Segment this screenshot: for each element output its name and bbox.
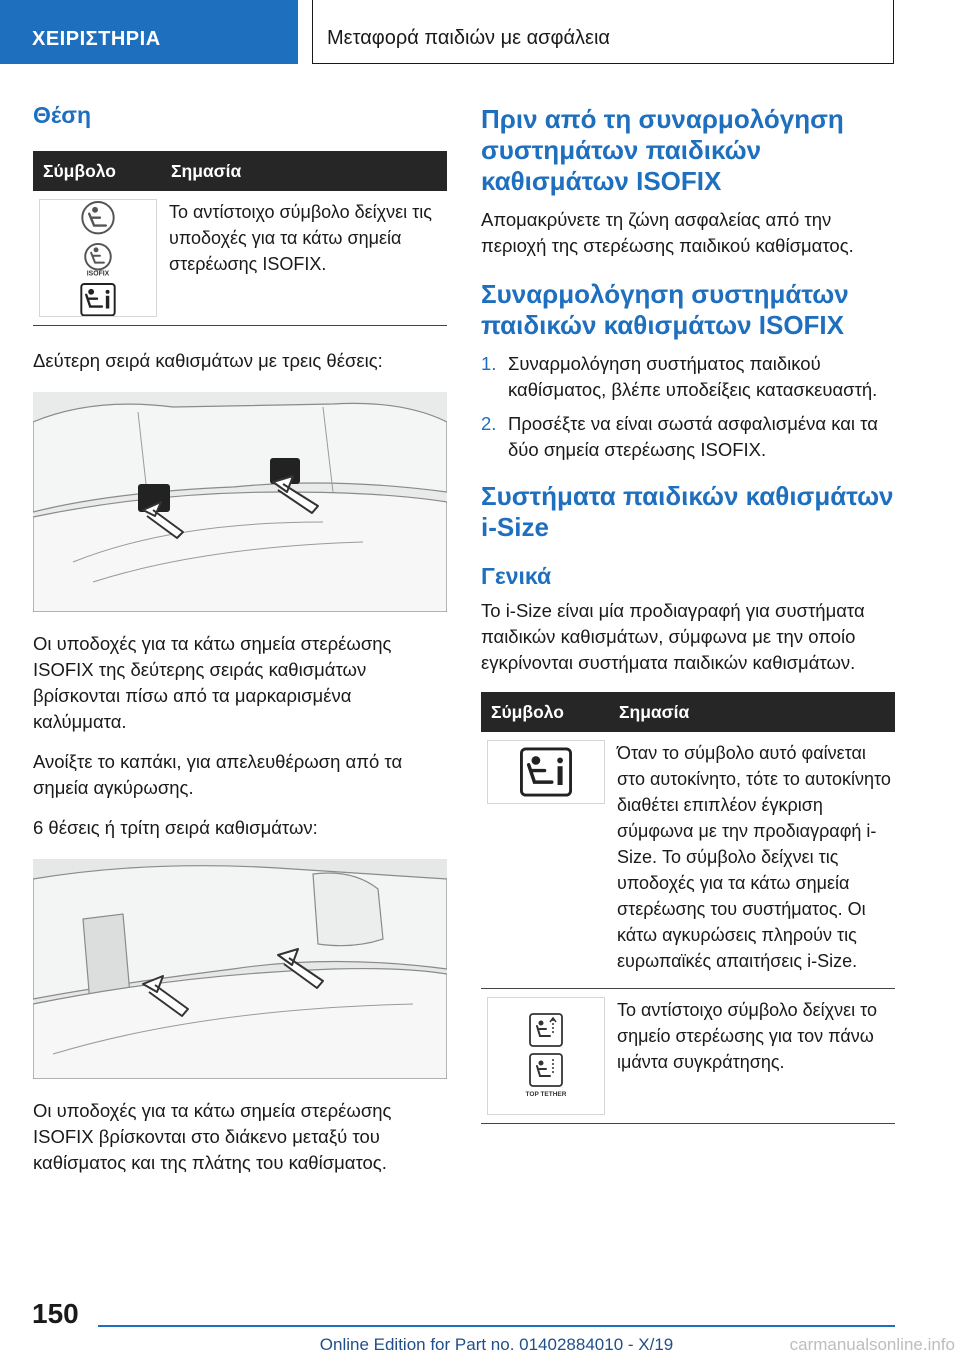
top-tether-icon	[529, 1013, 563, 1047]
page-number: 150	[32, 1298, 79, 1329]
col-meaning-header: Σημασία	[161, 151, 447, 191]
child-seat-isize-icon	[80, 283, 116, 316]
table-row	[33, 191, 447, 326]
table-header-row	[481, 692, 895, 732]
assembly-steps	[481, 351, 895, 463]
general-text: Το i-Size είναι μία προδιαγραφή για συστήματα παιδικών καθισμάτων, σύμφωνα με την οποίο εγκρίνονται συστήματα παιδικών καθισμάτων.	[481, 600, 865, 673]
general-heading: Γενικά	[481, 563, 552, 589]
isofix-symbol-box	[39, 199, 157, 317]
chapter-title: Μεταφορά παιδιών με ασφάλεια	[312, 0, 894, 64]
table-row	[481, 732, 895, 989]
step-text: Συναρμολόγηση συστήματος παιδικού καθίσματος, βλέπε υποδείξεις κατασκευαστή.	[508, 353, 878, 400]
third-row-para: Οι υποδοχές για τα κάτω σημεία στερέωσης ISOFIX βρίσκονται στο διάκενο μεταξύ του καθίσματος και της πλάτης του καθίσματος.	[33, 1100, 392, 1173]
second-row-para-2: Ανοίξτε το καπάκι, για απελευθέρωση από τα σημεία αγκύρωσης.	[33, 751, 403, 798]
col-symbol-header: Σύμβολο	[33, 151, 161, 191]
top-tether-symbol-meaning: Το αντίστοιχο σύμβολο δείχνει το σημείο στερέωσης για τον πάνω ιμάντα συγκράτησης.	[609, 989, 895, 1124]
list-item	[481, 351, 895, 403]
step-number: 2.	[481, 413, 497, 434]
watermark: carmanualsonline.info	[789, 1335, 955, 1354]
list-item	[481, 411, 895, 463]
isize-symbol-box	[487, 740, 605, 804]
isize-heading: Συστήματα παιδικών καθισμάτων i-Size	[481, 481, 894, 542]
before-assembly-heading: Πριν από τη συναρμολόγηση συστημάτων παιδικών καθισμάτων ISOFIX	[481, 104, 844, 196]
step-number: 1.	[481, 353, 497, 374]
position-heading: Θέση	[33, 102, 92, 128]
isize-symbol-table	[481, 692, 895, 1124]
third-row-seat-photo	[33, 859, 447, 1079]
footer-divider	[98, 1325, 895, 1327]
isofix-symbol-meaning: Το αντίστοιχο σύμβολο δείχνει τις υποδοχές για τα κάτω σημεία στερέωσης ISOFIX.	[161, 191, 447, 326]
second-row-para-1: Οι υποδοχές για τα κάτω σημεία στερέωσης ISOFIX της δεύτερης σειράς καθισμάτων βρίσκονται πίσω από τα μαρκαρισμένα καλύμματα.	[33, 633, 392, 732]
table-header-row	[33, 151, 447, 191]
table-row	[481, 989, 895, 1124]
child-seat-isize-icon	[520, 747, 572, 797]
child-seat-isofix-icon	[78, 241, 118, 276]
before-assembly-text: Απομακρύνετε τη ζώνη ασφαλείας από την περιοχή της στερέωσης παιδικού καθίσματος.	[481, 209, 854, 256]
top-tether-icon	[523, 1053, 569, 1099]
page-header	[0, 0, 960, 68]
assembly-heading: Συναρμολόγηση συστημάτων παιδικών καθισμάτων ISOFIX	[481, 279, 849, 340]
second-row-intro: Δεύτερη σειρά καθισμάτων με τρεις θέσεις:	[33, 350, 383, 371]
step-text: Προσέξτε να είναι σωστά ασφαλισμένα και τα δύο σημεία στερέωσης ISOFIX.	[508, 413, 878, 460]
svg-text:TOP TETHER: TOP TETHER	[525, 1091, 567, 1098]
isofix-symbol-table	[33, 151, 447, 326]
svg-text:ISOFIX: ISOFIX	[86, 270, 110, 277]
top-tether-symbol-box	[487, 997, 605, 1115]
third-row-intro: 6 θέσεις ή τρίτη σειρά καθισμάτων:	[33, 817, 318, 838]
col-meaning-header: Σημασία	[609, 692, 895, 732]
edition-note: Online Edition for Part no. 01402884010 - X/19	[319, 1335, 674, 1354]
left-column	[33, 96, 447, 1190]
right-column	[481, 96, 895, 1124]
second-row-seat-photo	[33, 392, 447, 612]
section-tab: ΧΕΙΡΙΣΤΗΡΙΑ	[0, 0, 298, 64]
child-seat-isofix-icon	[78, 200, 118, 235]
col-symbol-header: Σύμβολο	[481, 692, 609, 732]
isize-symbol-meaning: Όταν το σύμβολο αυτό φαίνεται στο αυτοκίνητο, τότε το αυτοκίνητο διαθέτει επιπλέον έγκριση σύμφωνα με την προδιαγραφή i-Size. Το σύμβολο δείχνει τις υποδοχές για τα κάτω σημεία στερέωσης του συστήματος. Οι κάτω αγκυρώσεις πληρούν τις ευρωπαϊκές απαιτήσεις i-Size.	[609, 732, 895, 989]
